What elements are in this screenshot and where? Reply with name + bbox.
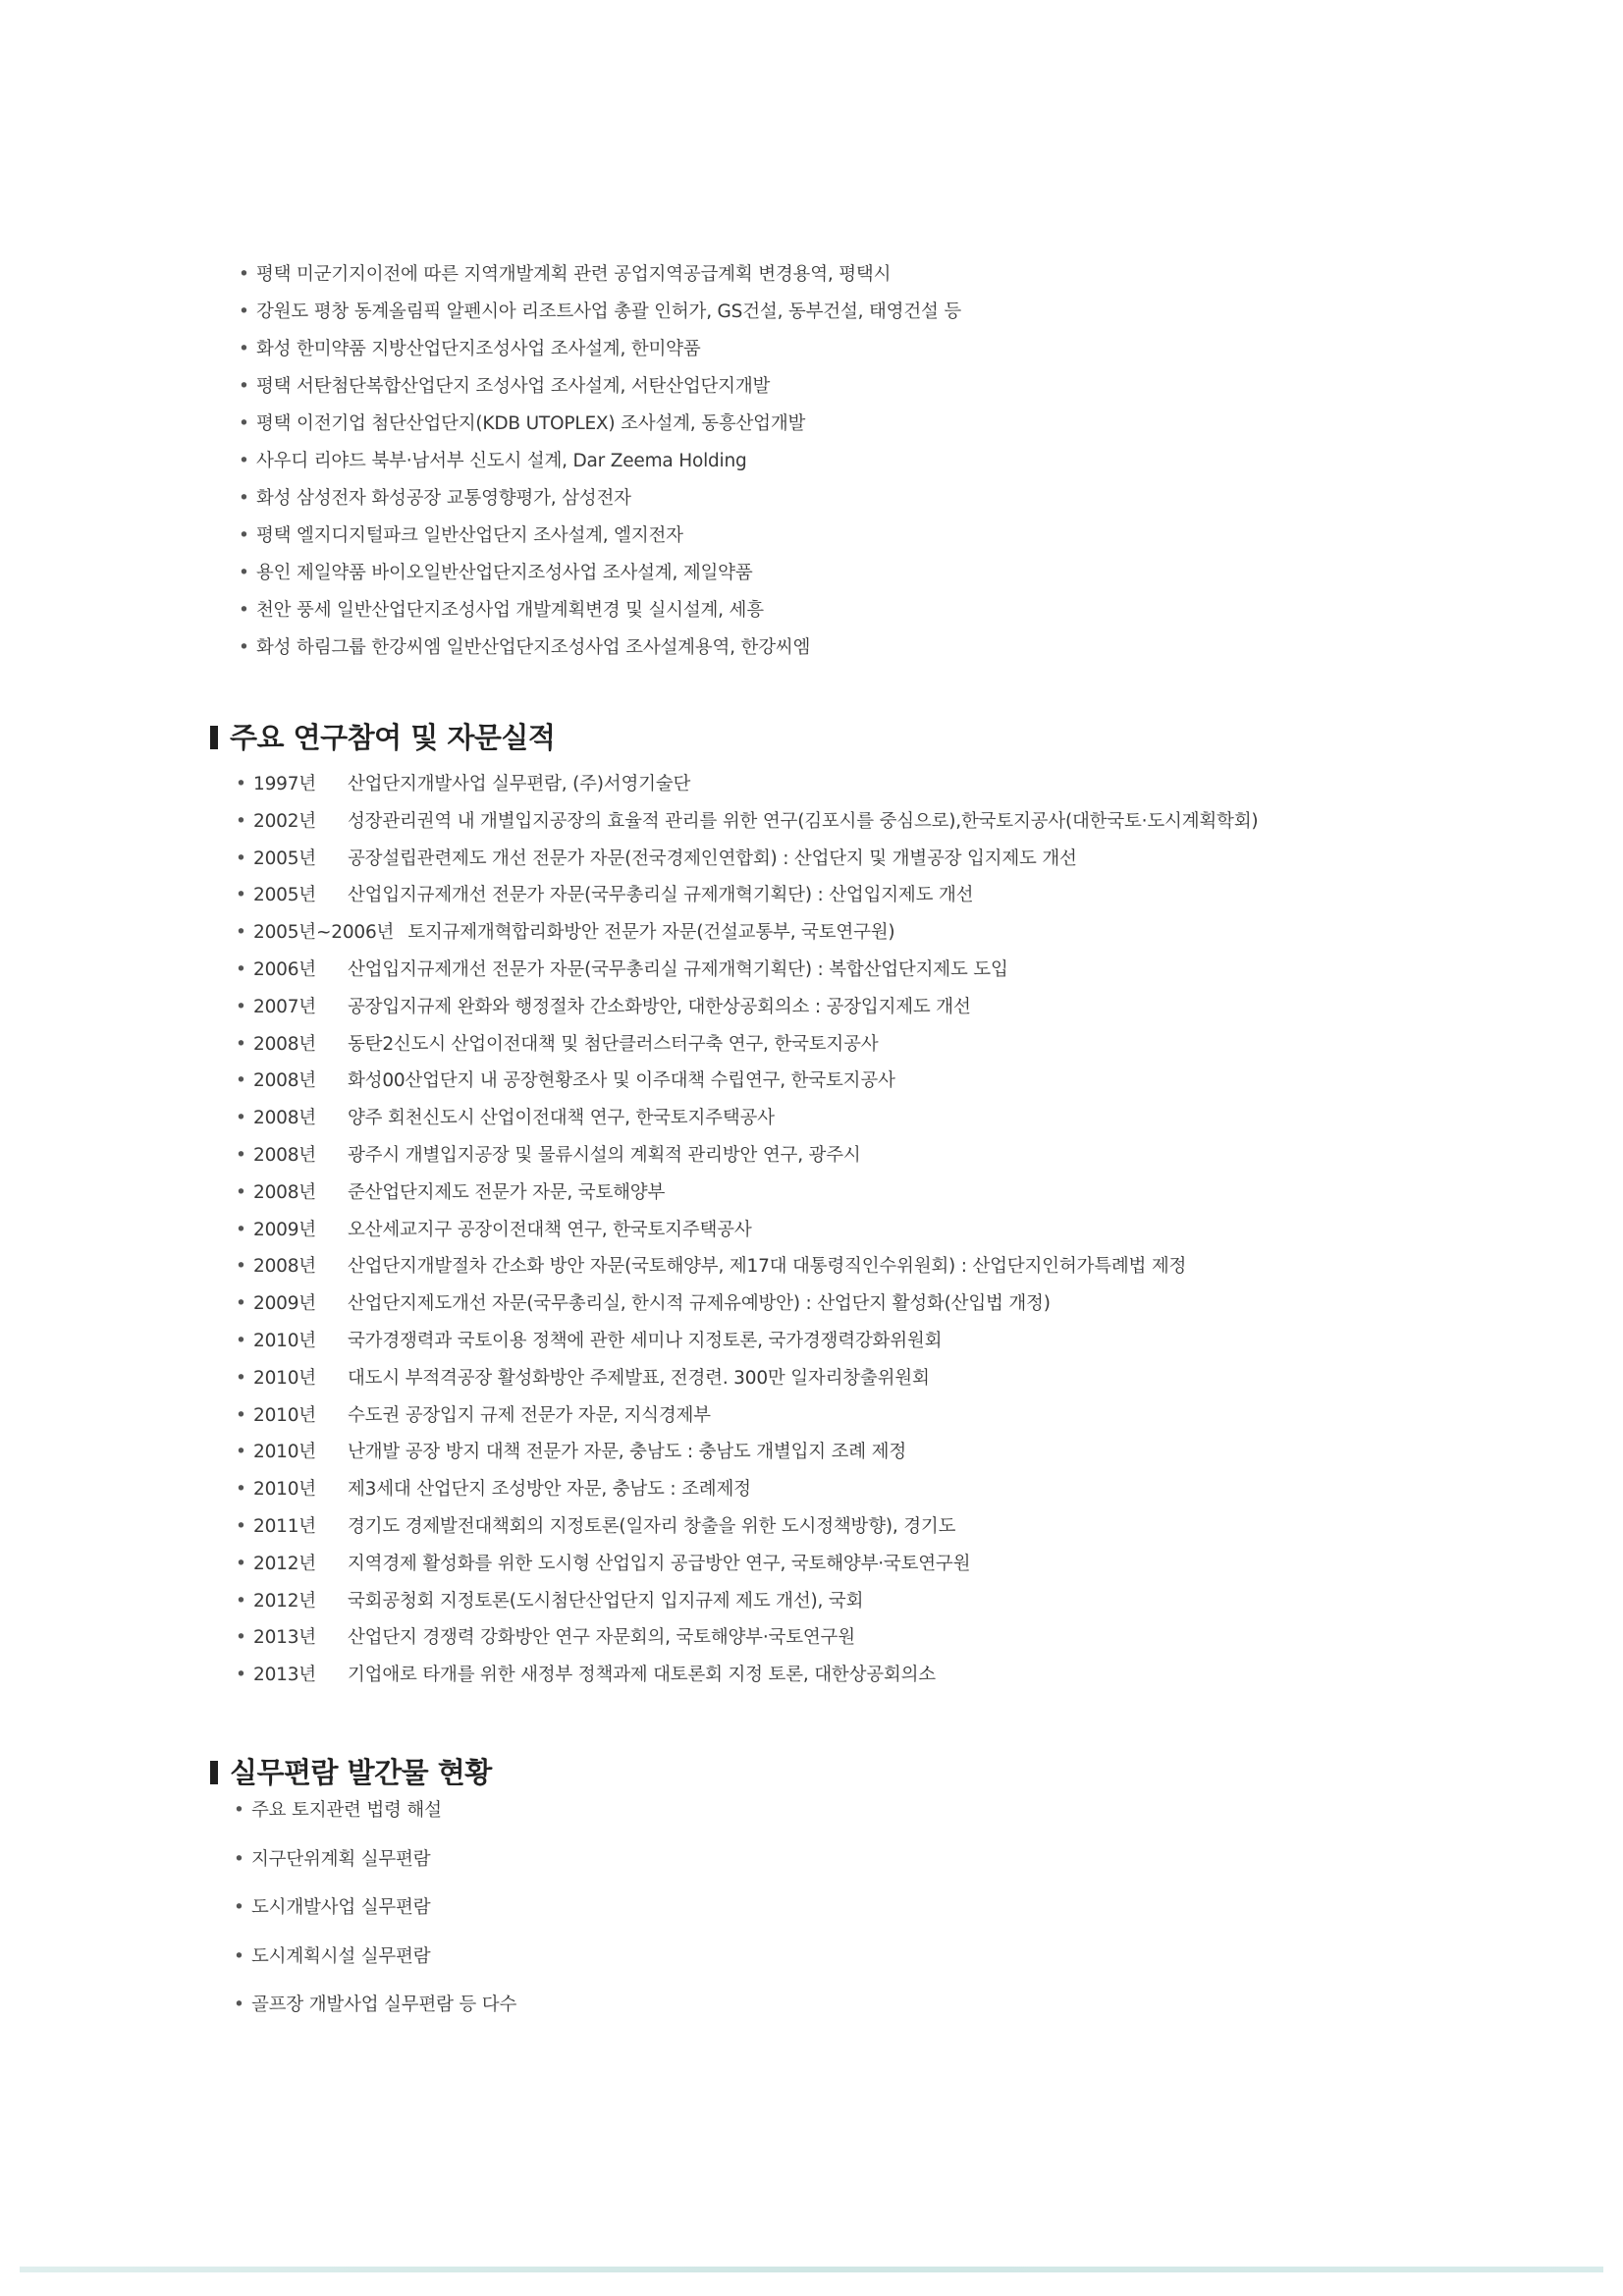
- project-item-text: [256, 336, 701, 363]
- publications-section-title: [210, 1751, 492, 1791]
- research-item-text: [253, 1513, 955, 1541]
- bullet-icon: •: [234, 1945, 244, 1967]
- bullet-icon: •: [236, 1590, 246, 1612]
- research-year: 2008년: [253, 1181, 316, 1203]
- research-item-text: [253, 882, 973, 909]
- publication-item-text: [251, 1992, 516, 2019]
- research-item-text: [253, 957, 1008, 984]
- project-text: 평택 서탄첨단복합산업단지 조성사업 조사설계, 서탄산업단지개발: [256, 376, 771, 397]
- bullet-icon: •: [236, 1665, 246, 1686]
- research-desc: 광주시 개별입지공장 및 물류시설의 계획적 관리방안 연구, 광주시: [348, 1144, 861, 1166]
- research-item-text: [253, 1328, 942, 1355]
- research-year: 2012년: [253, 1590, 316, 1612]
- research-item: [236, 994, 1623, 1031]
- bullet-icon: •: [239, 264, 249, 285]
- research-desc: 산업단지개발사업 실무편람, (주)서영기술단: [348, 774, 691, 794]
- research-year: 2005년: [253, 885, 316, 906]
- bullet-icon: •: [236, 1627, 246, 1649]
- project-item-text: [256, 597, 764, 625]
- research-item-text: [253, 1588, 863, 1615]
- research-item: [236, 808, 1623, 846]
- project-item-text: [256, 634, 810, 662]
- project-item-text: [256, 299, 961, 326]
- project-text: 화성 삼성전자 화성공장 교통영향평가, 삼성전자: [256, 488, 631, 509]
- project-item-text: [256, 373, 770, 401]
- research-item-text: [253, 1105, 775, 1132]
- project-text: 평택 엘지디지털파크 일반산업단지 조사설계, 엘지전자: [256, 525, 683, 546]
- research-desc: 기업애로 타개를 위한 새정부 정책과제 대토론회 지정 토론, 대한상공회의소: [348, 1665, 936, 1686]
- project-text: 용인 제일약품 바이오일반산업단지조성사업 조사설계, 제일약품: [256, 563, 753, 583]
- research-item-text: [253, 1476, 751, 1503]
- research-item: [236, 1662, 1623, 1699]
- research-title-text: 주요 연구참여 및 자문실적: [230, 721, 556, 754]
- project-text: 강원도 평창 동계올림픽 알펜시아 리조트사업 총괄 인허가, GS건설, 동부건설, 태영건설 등: [256, 301, 962, 322]
- publication-item: [234, 1894, 1623, 1943]
- research-item-text: [253, 1067, 895, 1095]
- bullet-icon: •: [239, 451, 249, 471]
- bullet-icon: •: [236, 1108, 246, 1129]
- research-item-text: [253, 808, 1258, 836]
- research-year: 2013년: [253, 1627, 316, 1649]
- bullet-icon: •: [239, 637, 249, 658]
- research-item: [236, 1067, 1623, 1105]
- research-year: 2008년: [253, 1144, 316, 1166]
- research-item-text: [253, 846, 1077, 873]
- research-year: 2008년: [253, 1256, 316, 1278]
- research-desc: 공장입지규제 완화와 행정절차 간소화방안, 대한상공회의소 : 공장입지제도 개선: [348, 996, 971, 1017]
- research-item-text: [253, 1402, 711, 1430]
- research-desc: 토지규제개혁합리화방안 전문가 자문(건설교통부, 국토연구원): [407, 922, 895, 944]
- research-desc: 준산업단지제도 전문가 자문, 국토해양부: [348, 1181, 666, 1203]
- research-list: [236, 771, 1623, 1699]
- bullet-icon: •: [234, 1995, 244, 2015]
- project-item: [239, 634, 1623, 672]
- research-year: 2010년: [253, 1404, 316, 1426]
- research-year: 2008년: [253, 1033, 316, 1055]
- bullet-icon: •: [234, 1848, 244, 1870]
- project-list-section: [0, 261, 1623, 672]
- research-year: 2005년: [253, 847, 316, 869]
- bullet-icon: •: [236, 996, 246, 1017]
- publications-list: [234, 1797, 1623, 2041]
- research-item-text: [253, 1290, 1051, 1318]
- research-item: [236, 1588, 1623, 1625]
- research-item: [236, 1624, 1623, 1662]
- research-item-text: [253, 1365, 930, 1393]
- research-year: 1997년: [253, 774, 316, 794]
- bullet-icon: •: [236, 1367, 246, 1389]
- publications-title-text: 실무편람 발간물 현황: [230, 1756, 492, 1789]
- project-text: 사우디 리야드 북부·남서부 신도시 설계, Dar Zeema Holding: [256, 451, 747, 471]
- research-item-text: [253, 994, 971, 1021]
- research-desc: 동탄2신도시 산업이전대책 및 첨단클러스터구축 연구, 한국토지공사: [348, 1033, 879, 1055]
- project-item-text: [256, 448, 747, 475]
- project-item-text: [256, 410, 805, 438]
- research-item: [236, 1142, 1623, 1179]
- project-text: 평택 미군기지이전에 따른 지역개발계획 관련 공업지역공급계획 변경용역, 평택시: [256, 264, 892, 285]
- research-desc: 난개발 공장 방지 대책 전문가 자문, 충남도 : 충남도 개별입지 조례 제정: [348, 1442, 906, 1463]
- research-desc: 산업단지개발절차 간소화 방안 자문(국토해양부, 제17대 대통령직인수위원회) : 산업단지인허가특례법 제정: [348, 1256, 1187, 1278]
- bullet-icon: •: [236, 847, 246, 869]
- research-year: 2007년: [253, 996, 316, 1017]
- bullet-icon: •: [236, 1515, 246, 1537]
- project-item: [239, 299, 1623, 336]
- bullet-icon: •: [236, 1144, 246, 1166]
- bullet-icon: •: [239, 488, 249, 509]
- project-text: 화성 하림그룹 한강씨엠 일반산업단지조성사업 조사설계용역, 한강씨엠: [256, 637, 811, 658]
- publication-item: [234, 1846, 1623, 1895]
- research-item: [236, 771, 1623, 808]
- project-item: [239, 522, 1623, 560]
- publication-item-text: [251, 1894, 430, 1922]
- project-text: 평택 이전기업 첨단산업단지(KDB UTOPLEX) 조사설계, 동흥산업개발: [256, 413, 806, 434]
- publication-item: [234, 1797, 1623, 1846]
- research-desc: 산업단지제도개선 자문(국무총리실, 한시적 규제유예방안) : 산업단지 활성화(산입법 개정): [348, 1293, 1051, 1315]
- bullet-icon: •: [236, 1219, 246, 1240]
- research-item: [236, 846, 1623, 883]
- footer-divider: [20, 2267, 1603, 2272]
- bullet-icon: •: [234, 1897, 244, 1918]
- bullet-icon: •: [236, 922, 246, 944]
- publication-text: 지구단위계획 실무편람: [251, 1848, 431, 1870]
- research-desc: 산업입지규제개선 전문가 자문(국무총리실 규제개혁기획단) : 산업입지제도 개선: [348, 885, 974, 906]
- research-year: 2008년: [253, 1108, 316, 1129]
- project-item: [239, 448, 1623, 485]
- project-text: 천안 풍세 일반산업단지조성사업 개발계획변경 및 실시설계, 세흥: [256, 600, 764, 621]
- research-desc: 국회공청회 지정토론(도시첨단산업단지 입지규제 제도 개선), 국회: [348, 1590, 864, 1612]
- bullet-icon: •: [234, 1800, 244, 1821]
- research-item-text: [253, 1179, 665, 1207]
- research-year: 2010년: [253, 1479, 316, 1501]
- publications-list-section: [0, 1797, 1623, 2041]
- research-desc: 경기도 경제발전대책회의 지정토론(일자리 창출을 위한 도시정책방향), 경기도: [348, 1515, 956, 1537]
- research-year: 2009년: [253, 1293, 316, 1315]
- bullet-icon: •: [236, 810, 246, 832]
- research-section-title: [210, 716, 555, 756]
- research-item-text: [253, 919, 894, 947]
- project-list: [239, 261, 1623, 672]
- research-item-text: [253, 1662, 936, 1689]
- research-year: 2006년: [253, 958, 316, 980]
- research-desc: 지역경제 활성화를 위한 도시형 산업입지 공급방안 연구, 국토해양부·국토연구원: [348, 1553, 971, 1574]
- research-desc: 대도시 부적격공장 활성화방안 주제발표, 전경련. 300만 일자리창출위원회: [348, 1367, 930, 1389]
- research-item: [236, 1105, 1623, 1142]
- project-text: 화성 한미약품 지방산업단지조성사업 조사설계, 한미약품: [256, 339, 701, 359]
- research-desc: 오산세교지구 공장이전대책 연구, 한국토지주택공사: [348, 1219, 752, 1240]
- section-marker: [210, 1761, 218, 1784]
- research-desc: 국가경쟁력과 국토이용 정책에 관한 세미나 지정토론, 국가경쟁력강화위원회: [348, 1330, 943, 1351]
- bullet-icon: •: [239, 563, 249, 583]
- research-year: 2010년: [253, 1330, 316, 1351]
- research-item-text: [253, 1253, 1186, 1281]
- research-year: 2009년: [253, 1219, 316, 1240]
- bullet-icon: •: [236, 1330, 246, 1351]
- project-item-text: [256, 560, 753, 587]
- publication-text: 도시계획시설 실무편람: [251, 1945, 431, 1967]
- research-item-text: [253, 1624, 855, 1652]
- publication-text: 골프장 개발사업 실무편람 등 다수: [251, 1995, 517, 2015]
- research-item: [236, 957, 1623, 994]
- research-item: [236, 1217, 1623, 1254]
- project-item: [239, 597, 1623, 634]
- project-item-text: [256, 261, 891, 289]
- bullet-icon: •: [239, 339, 249, 359]
- bullet-icon: •: [236, 774, 246, 794]
- bullet-icon: •: [236, 1070, 246, 1092]
- bullet-icon: •: [239, 525, 249, 546]
- research-year: 2012년: [253, 1553, 316, 1574]
- bullet-icon: •: [236, 1181, 246, 1203]
- research-item: [236, 1253, 1623, 1290]
- bullet-icon: •: [236, 1553, 246, 1574]
- project-item-text: [256, 485, 631, 513]
- publication-item: [234, 1992, 1623, 2041]
- publication-text: 주요 토지관련 법령 해설: [251, 1800, 442, 1821]
- bullet-icon: •: [236, 1442, 246, 1463]
- research-desc: 산업입지규제개선 전문가 자문(국무총리실 규제개혁기획단) : 복합산업단지제도 도입: [348, 958, 1008, 980]
- research-item-text: [253, 1439, 906, 1466]
- research-desc: 수도권 공장입지 규제 전문가 자문, 지식경제부: [348, 1404, 711, 1426]
- bullet-icon: •: [239, 600, 249, 621]
- publication-text: 도시개발사업 실무편람: [251, 1897, 431, 1918]
- bullet-icon: •: [239, 301, 249, 322]
- research-item-text: [253, 1031, 878, 1059]
- publication-item-text: [251, 1797, 442, 1825]
- research-item: [236, 1328, 1623, 1365]
- project-item: [239, 261, 1623, 299]
- bullet-icon: •: [236, 958, 246, 980]
- project-item: [239, 410, 1623, 448]
- publication-item-text: [251, 1846, 430, 1874]
- research-item-text: [253, 1142, 861, 1170]
- project-item: [239, 560, 1623, 597]
- research-desc: 제3세대 산업단지 조성방안 자문, 충남도 : 조례제정: [348, 1479, 751, 1501]
- research-item: [236, 1402, 1623, 1440]
- research-desc: 화성00산업단지 내 공장현황조사 및 이주대책 수립연구, 한국토지공사: [348, 1070, 895, 1092]
- bullet-icon: •: [239, 376, 249, 397]
- research-item: [236, 1290, 1623, 1328]
- research-desc: 성장관리권역 내 개별입지공장의 효율적 관리를 위한 연구(김포시를 중심으로),한국토지공사(대한국토·도시계획학회): [348, 810, 1259, 832]
- publication-item-text: [251, 1943, 430, 1971]
- bullet-icon: •: [236, 885, 246, 906]
- research-item: [236, 1179, 1623, 1217]
- research-year: 2005년~2006년: [253, 922, 395, 944]
- bullet-icon: •: [236, 1404, 246, 1426]
- research-desc: 양주 회천신도시 산업이전대책 연구, 한국토지주택공사: [348, 1108, 775, 1129]
- research-item: [236, 1439, 1623, 1476]
- research-item-text: [253, 1217, 752, 1244]
- research-item: [236, 1476, 1623, 1513]
- research-year: 2010년: [253, 1442, 316, 1463]
- research-item: [236, 919, 1623, 957]
- research-item: [236, 1551, 1623, 1588]
- research-desc: 공장설립관련제도 개선 전문가 자문(전국경제인연합회) : 산업단지 및 개별공장 입지제도 개선: [348, 847, 1077, 869]
- research-year: 2013년: [253, 1665, 316, 1686]
- research-item-text: [253, 771, 690, 798]
- research-year: 2008년: [253, 1070, 316, 1092]
- bullet-icon: •: [236, 1033, 246, 1055]
- bullet-icon: •: [239, 413, 249, 434]
- project-item: [239, 485, 1623, 522]
- project-item: [239, 373, 1623, 410]
- project-item-text: [256, 522, 683, 550]
- research-item-text: [253, 1551, 970, 1578]
- bullet-icon: •: [236, 1479, 246, 1501]
- research-year: 2011년: [253, 1515, 316, 1537]
- section-marker: [210, 726, 218, 749]
- research-list-section: [0, 771, 1623, 1699]
- project-item: [239, 336, 1623, 373]
- research-year: 2010년: [253, 1367, 316, 1389]
- research-item: [236, 1365, 1623, 1402]
- bullet-icon: •: [236, 1293, 246, 1315]
- research-year: 2002년: [253, 810, 316, 832]
- research-item: [236, 1513, 1623, 1551]
- bullet-icon: •: [236, 1256, 246, 1278]
- research-desc: 산업단지 경쟁력 강화방안 연구 자문회의, 국토해양부·국토연구원: [348, 1627, 855, 1649]
- research-item: [236, 882, 1623, 919]
- publication-item: [234, 1943, 1623, 1993]
- research-item: [236, 1031, 1623, 1068]
